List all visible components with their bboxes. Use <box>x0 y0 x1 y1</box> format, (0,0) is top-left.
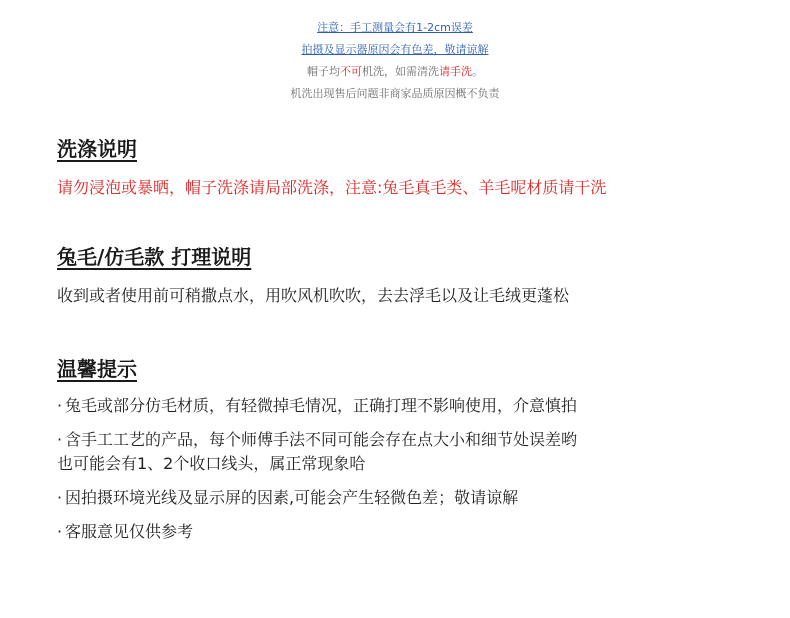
hand-wash-note-prefix: 帽子均 <box>307 65 340 78</box>
hand-wash-emphasis: 请手洗 <box>439 65 472 78</box>
tip-item <box>57 486 767 510</box>
tip-line <box>57 428 767 452</box>
bullet-icon: · <box>57 396 63 415</box>
washing-section <box>57 133 767 200</box>
washing-instructions: 请勿浸泡或暴晒，帽子洗涤请局部洗涤，注意:兔毛真毛类、羊毛呢材质请干洗 <box>57 178 607 197</box>
tip-line <box>57 520 767 544</box>
care-title: 兔毛/仿毛款 打理说明 <box>57 245 252 269</box>
tip-item <box>57 520 767 544</box>
top-notice-block <box>0 17 790 105</box>
tip-text: 兔毛或部分仿毛材质，有轻微掉毛情况，正确打理不影响使用，介意慎拍 <box>65 396 578 415</box>
care-instructions: 收到或者使用前可稍撒点水，用吹风机吹吹，去去浮毛以及让毛绒更蓬松 <box>57 286 570 305</box>
measurement-error-note[interactable]: 注意：手工测量会有1-2cm误差 <box>317 21 473 34</box>
washing-title: 洗涤说明 <box>57 137 137 161</box>
hand-wash-note-middle: 机洗，如需清洗 <box>362 65 439 78</box>
tips-list <box>57 394 767 544</box>
tip-item <box>57 394 767 418</box>
tip-line <box>57 486 767 510</box>
tip-line <box>57 394 767 418</box>
bullet-icon: · <box>57 522 63 541</box>
tip-item <box>57 428 767 476</box>
color-difference-note[interactable]: 拍摄及显示器原因会有色差，敬请谅解 <box>301 43 489 56</box>
after-sales-disclaimer: 机洗出现售后问题非商家品质原因概不负责 <box>290 87 500 100</box>
care-section <box>57 241 767 308</box>
tip-text: 因拍摄环境光线及显示屏的因素,可能会产生轻微色差；敬请谅解 <box>65 488 519 507</box>
hand-wash-note <box>0 61 790 83</box>
tip-line-continued: 也可能会有1、2个收口线头，属正常现象哈 <box>57 454 366 473</box>
tip-text: 含手工工艺的产品，每个师傅手法不同可能会存在点大小和细节处误差哟 <box>65 430 578 449</box>
bullet-icon: · <box>57 430 63 449</box>
tip-text: 客服意见仅供参考 <box>65 522 194 541</box>
no-machine-wash-emphasis: 不可 <box>340 65 362 78</box>
tips-title: 温馨提示 <box>57 357 137 381</box>
tips-section <box>57 353 767 554</box>
hand-wash-note-suffix: 。 <box>472 65 483 78</box>
bullet-icon: · <box>57 488 63 507</box>
